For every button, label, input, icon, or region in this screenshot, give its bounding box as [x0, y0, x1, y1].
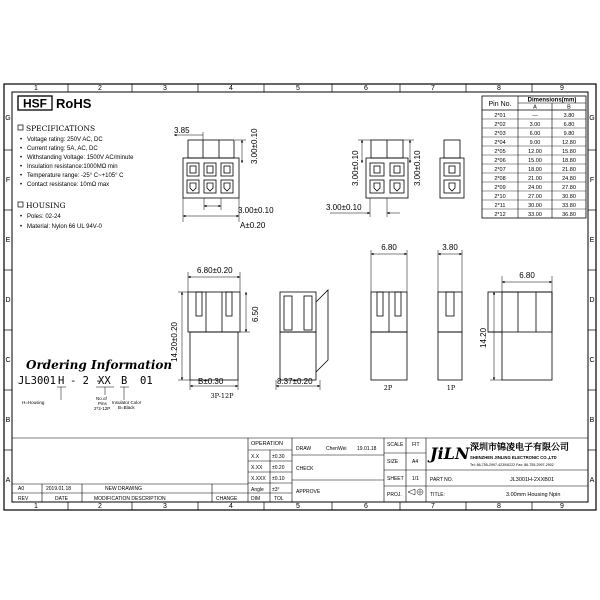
- revision-row: [18, 486, 142, 492]
- svg-text:OPERATION: OPERATION: [251, 441, 283, 447]
- svg-text:DATE: DATE: [55, 496, 68, 502]
- svg-text:9.80: 9.80: [563, 131, 575, 137]
- revision-header: [18, 496, 238, 502]
- svg-text:6.00: 6.00: [529, 131, 541, 137]
- svg-text:X.XXX: X.XXX: [251, 476, 266, 482]
- svg-text:12.80: 12.80: [562, 140, 576, 146]
- dim-b: B±0.30: [198, 377, 224, 386]
- svg-text:D: D: [589, 297, 595, 304]
- svg-text:SHEET: SHEET: [387, 476, 404, 482]
- svg-text:PROJ.: PROJ.: [387, 492, 402, 498]
- svg-text:6: 6: [364, 85, 368, 92]
- front-view-multi-dims: [174, 132, 246, 222]
- side-view-multi-dims: [178, 272, 250, 390]
- svg-text:SPECIFICATIONS: SPECIFICATIONS: [26, 124, 96, 133]
- svg-text:Material: Nylon 66 UL 94V-0: Material: Nylon 66 UL 94V-0: [27, 224, 102, 230]
- svg-text:G: G: [589, 115, 595, 122]
- view-label-3p-12p: 3P-12P: [210, 392, 234, 400]
- svg-text:Temperature range: -25° C~+105: Temperature range: -25° C~+105° C: [27, 173, 124, 179]
- svg-text:F: F: [5, 177, 11, 184]
- svg-text:Voltage rating: 250V AC, DC: Voltage rating: 250V AC, DC: [27, 137, 103, 143]
- svg-text:Pins: Pins: [98, 401, 107, 406]
- svg-text:APPROVE: APPROVE: [296, 489, 321, 495]
- svg-text:Current rating: 5A, AC, DC: Current rating: 5A, AC, DC: [27, 146, 98, 152]
- section-view-multi: [280, 290, 328, 380]
- side-view-1p: [438, 292, 462, 380]
- svg-text:15.80: 15.80: [562, 149, 576, 155]
- view-label-1p: 1P: [446, 384, 456, 392]
- svg-text:2*01: 2*01: [494, 113, 506, 119]
- dim-6-80-2p: 6.80: [381, 243, 397, 252]
- svg-text:•: •: [20, 164, 23, 170]
- svg-text:Insulator Color: Insulator Color: [112, 400, 142, 405]
- svg-text:CHANGE: CHANGE: [216, 496, 238, 502]
- svg-text:2*07: 2*07: [494, 167, 506, 173]
- svg-text:E: E: [5, 237, 11, 244]
- zone-number-bottom: [34, 503, 564, 510]
- dim-pitch-horizontal-2: 3.00±0.10: [326, 203, 362, 212]
- svg-text:•: •: [20, 224, 23, 230]
- svg-text:ChenWei: ChenWei: [326, 446, 347, 452]
- svg-text:SIZE: SIZE: [387, 459, 399, 465]
- svg-text:15.00: 15.00: [528, 158, 542, 164]
- svg-text:1/1: 1/1: [412, 476, 419, 482]
- svg-text:2*06: 2*06: [494, 158, 506, 164]
- housing-block: [18, 201, 102, 230]
- table-row: [494, 113, 576, 218]
- svg-text:B: B: [589, 417, 595, 424]
- svg-text:TOL: TOL: [274, 496, 284, 502]
- svg-text:Poles: 02-24: Poles: 02-24: [27, 214, 61, 220]
- svg-text:8: 8: [497, 85, 501, 92]
- svg-text:±0.10: ±0.10: [272, 476, 285, 482]
- svg-text:Angle: Angle: [251, 487, 264, 493]
- svg-text:2*11: 2*11: [494, 203, 506, 209]
- svg-text:•: •: [20, 173, 23, 179]
- rohs-label: RoHS: [56, 96, 92, 111]
- svg-text:C: C: [589, 357, 595, 364]
- svg-text:B: B: [121, 375, 128, 387]
- svg-text:No.of: No.of: [96, 396, 107, 401]
- dim-6-80-profile: 6.80: [519, 271, 535, 280]
- svg-text:Ordering Information: Ordering Information: [26, 358, 173, 372]
- svg-text:Pin No.: Pin No.: [488, 101, 512, 108]
- svg-text:CHECK: CHECK: [296, 466, 314, 472]
- svg-text:27.00: 27.00: [528, 194, 542, 200]
- svg-text:2*10: 2*10: [494, 194, 506, 200]
- svg-text:27.80: 27.80: [562, 185, 576, 191]
- svg-text:Tel: 86-755-2997-4230/6222: Tel: 86-755-2997-4230/6222 Fax: 86-755-2997-2902: [470, 463, 554, 467]
- svg-text:Insulation resistance:1000MΩ m: Insulation resistance:1000MΩ min: [27, 164, 118, 170]
- svg-text:18.80: 18.80: [562, 158, 576, 164]
- zone-letter-right: [589, 115, 594, 484]
- hsf-label: HSF: [23, 96, 47, 111]
- front-view-1p: [440, 140, 464, 198]
- svg-text:7: 7: [431, 503, 435, 510]
- svg-text:5: 5: [296, 503, 300, 510]
- svg-text:2*12: 2*12: [494, 212, 506, 218]
- front-view-multi: [183, 140, 239, 198]
- svg-text:3.00: 3.00: [529, 122, 541, 128]
- side-view-2p: [371, 292, 407, 380]
- svg-text:30.00: 30.00: [528, 203, 542, 209]
- svg-text:9: 9: [560, 503, 564, 510]
- svg-text:4: 4: [229, 503, 233, 510]
- svg-text:Contact resistance: 10mΩ max: Contact resistance: 10mΩ max: [27, 182, 110, 188]
- svg-text:33.80: 33.80: [562, 203, 576, 209]
- dim-3-80: 3.80: [442, 243, 458, 252]
- svg-text:2*2-12P: 2*2-12P: [94, 406, 111, 411]
- svg-text:19.01.18: 19.01.18: [357, 446, 377, 452]
- svg-text:2*03: 2*03: [494, 131, 506, 137]
- svg-text:33.00: 33.00: [528, 212, 542, 218]
- svg-text:XX: XX: [98, 375, 111, 387]
- svg-text:•: •: [20, 182, 23, 188]
- svg-text:9: 9: [560, 85, 564, 92]
- svg-text:X.X: X.X: [251, 454, 260, 460]
- svg-text:±3°: ±3°: [272, 487, 280, 493]
- dim-3-85: 3.85: [174, 126, 190, 135]
- svg-text:2*09: 2*09: [494, 185, 506, 191]
- svg-text:1: 1: [34, 503, 38, 510]
- svg-text:H: H: [58, 375, 65, 387]
- title-value: 3.00mm Housing Npin: [506, 492, 561, 498]
- svg-text:4: 4: [229, 85, 233, 92]
- svg-text:HOUSING: HOUSING: [26, 201, 66, 210]
- dim-pitch-vertical-2: 3.00±0.10: [351, 150, 360, 186]
- svg-text:深圳市锦凌电子有限公司: 深圳市锦凌电子有限公司: [470, 442, 570, 452]
- svg-text:JiLN: JiLN: [430, 444, 470, 463]
- svg-text:2*02: 2*02: [494, 122, 506, 128]
- svg-text:A: A: [533, 104, 537, 111]
- svg-text:DRAW: DRAW: [296, 446, 312, 452]
- side-profile-view: [488, 292, 552, 380]
- svg-text:12.00: 12.00: [528, 149, 542, 155]
- svg-text:F: F: [589, 177, 595, 184]
- svg-text:•: •: [20, 137, 23, 143]
- svg-text:6.80: 6.80: [563, 122, 575, 128]
- svg-text:5: 5: [296, 85, 300, 92]
- dim-pitch-horizontal-1: 3.00±0.10: [238, 206, 274, 215]
- view-label-2p: 2P: [383, 384, 393, 392]
- svg-text:24.80: 24.80: [562, 176, 576, 182]
- svg-text:SHENZHEN JINLING ELECTRONIC CO: SHENZHEN JINLING ELECTRONIC CO.,LTD: [470, 455, 557, 460]
- dim-6-80-tol: 6.80±0.20: [197, 266, 233, 275]
- projection-symbol: [408, 489, 423, 495]
- front-view-2p: [366, 140, 408, 198]
- dim-8-37: 8.37±0.20: [277, 377, 313, 386]
- dim-pitch-vertical-3: 3.00±0.10: [413, 150, 422, 186]
- svg-text:2: 2: [98, 503, 102, 510]
- svg-text:8: 8: [497, 503, 501, 510]
- dim-pitch-vertical-1: 3.00±0.10: [250, 128, 259, 164]
- svg-text:Dimensions(mm): Dimensions(mm): [527, 97, 577, 104]
- title-label: TITLE:: [430, 492, 446, 498]
- specifications-block: [18, 124, 134, 188]
- approval-block: [296, 446, 377, 495]
- svg-text:E: E: [589, 237, 595, 244]
- svg-text:21.80: 21.80: [562, 167, 576, 173]
- dim-14-20-tol: 14.20±0.20: [170, 322, 179, 362]
- svg-text:A: A: [589, 477, 595, 484]
- svg-text:7: 7: [431, 85, 435, 92]
- pin-dimension-table: [482, 96, 586, 218]
- svg-text:2019.01.18: 2019.01.18: [46, 486, 72, 492]
- dim-a: A±0.20: [240, 221, 266, 230]
- svg-text:36.80: 36.80: [562, 212, 576, 218]
- svg-text:30.80: 30.80: [562, 194, 576, 200]
- svg-text:2*05: 2*05: [494, 149, 506, 155]
- svg-text:21.00: 21.00: [528, 176, 542, 182]
- svg-text:DIM: DIM: [251, 496, 261, 502]
- svg-text:D: D: [5, 297, 11, 304]
- svg-text:24.00: 24.00: [528, 185, 542, 191]
- svg-text:6: 6: [364, 503, 368, 510]
- dim-6-50: 6.50: [251, 306, 260, 322]
- svg-text:REV: REV: [18, 496, 29, 502]
- svg-text:B: B: [567, 104, 571, 111]
- ordering-information: [18, 358, 172, 411]
- svg-text:01: 01: [140, 375, 153, 387]
- svg-text:—: —: [532, 113, 538, 119]
- svg-text:B: B: [5, 417, 11, 424]
- svg-text:B=Black: B=Black: [118, 405, 135, 410]
- svg-text:2*08: 2*08: [494, 176, 506, 182]
- svg-text:H=Housing: H=Housing: [22, 400, 45, 405]
- company-logo: [427, 441, 569, 467]
- svg-text:A0: A0: [18, 486, 25, 492]
- part-no-value: JL3001H-2XXB01: [510, 477, 555, 483]
- svg-text:NEW DRAWING: NEW DRAWING: [105, 486, 143, 492]
- svg-text:FIT: FIT: [412, 442, 420, 448]
- side-view-multi: [188, 292, 240, 380]
- zone-number-top: [34, 85, 564, 92]
- svg-text:•: •: [20, 155, 23, 161]
- svg-text:C: C: [5, 357, 11, 364]
- svg-text:SCALE: SCALE: [387, 442, 404, 448]
- svg-text:3: 3: [163, 503, 167, 510]
- svg-text:1: 1: [34, 85, 38, 92]
- svg-text:9.00: 9.00: [529, 140, 541, 146]
- svg-text:2: 2: [98, 85, 102, 92]
- svg-text:A4: A4: [412, 459, 419, 465]
- svg-text:- 2 -: - 2 -: [70, 375, 102, 387]
- svg-text:JL3001: JL3001: [18, 375, 56, 387]
- svg-text:Withstanding Voltage: 1500V AC: Withstanding Voltage: 1500V AC/minute: [27, 155, 134, 161]
- zone-letter-left: [5, 115, 10, 484]
- part-no-label: PART NO.: [430, 477, 454, 483]
- svg-text:3: 3: [163, 85, 167, 92]
- svg-text:•: •: [20, 146, 23, 152]
- svg-text:18.00: 18.00: [528, 167, 542, 173]
- svg-text:3.80: 3.80: [563, 113, 575, 119]
- svg-text:MODIFICATION DESCRIPTION: MODIFICATION DESCRIPTION: [94, 496, 166, 502]
- svg-text:±0.30: ±0.30: [272, 454, 285, 460]
- svg-text:X.XX: X.XX: [251, 465, 263, 471]
- svg-text:G: G: [5, 115, 11, 122]
- dim-14-20: 14.20: [479, 327, 488, 348]
- svg-text:•: •: [20, 214, 23, 220]
- svg-text:2*04: 2*04: [494, 140, 506, 146]
- svg-text:±0.20: ±0.20: [272, 465, 285, 471]
- svg-text:A: A: [5, 477, 11, 484]
